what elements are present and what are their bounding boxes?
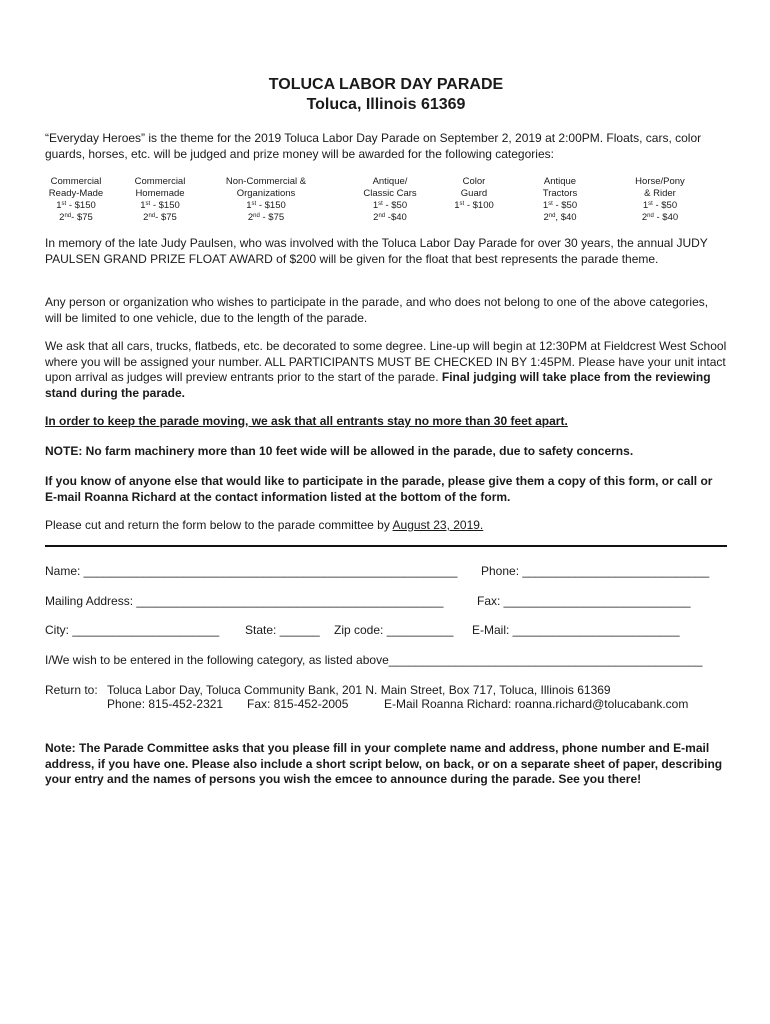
return-email: E-Mail Roanna Richard: roanna.richard@tolucabank.com (384, 697, 689, 711)
return-fax: Fax: 815-452-2005 (247, 697, 349, 711)
page-title: TOLUCA LABOR DAY PARADE (268, 76, 504, 93)
return-address: Toluca Labor Day, Toluca Community Bank, 201 N. Main Street, Box 717, Toluca, Illinois 61369 (107, 683, 611, 697)
category-label: Antique (543, 176, 577, 187)
second-prize: 2nd - $40 (641, 212, 679, 223)
email-field[interactable]: E-Mail: _________________________ (472, 623, 680, 637)
first-prize: 1st - $150 (56, 200, 96, 211)
state-field[interactable]: State: ______ (245, 623, 320, 637)
first-prize: 1st - $50 (542, 200, 578, 211)
prize-categories (45, 176, 727, 226)
category-non-commercial (220, 176, 312, 224)
memory-paragraph: In memory of the late Judy Paulsen, who was involved with the Toluca Labor Day Parade for over 30 years, the annual JUDY PAULSEN GRAND PRIZE FLOAT AWARD of $200 will be given for the float that best represents the parade theme. (45, 236, 708, 266)
category-commercial-homemade (128, 176, 192, 224)
phone-field[interactable]: Phone: ____________________________ (481, 564, 710, 578)
second-prize: 2nd- $75 (59, 212, 93, 223)
zip-code-field[interactable]: Zip code: __________ (334, 623, 454, 637)
second-prize: 2nd- $75 (143, 212, 177, 223)
category-label: Organizations (236, 188, 296, 199)
category-antique-classic-cars (355, 176, 425, 224)
referral-paragraph: If you know of anyone else that would like to participate in the parade, please give them a copy of this form, or call or E-mail Roanna Richard at the contact information listed at the bottom of the form. (45, 474, 713, 504)
spacing-notice: In order to keep the parade moving, we ask that all entrants stay no more than 30 feet apart. (45, 414, 568, 428)
category-label: Homemade (135, 188, 185, 199)
page-subtitle: Toluca, Illinois 61369 (306, 96, 466, 113)
farm-machinery-note: NOTE: No farm machinery more than 10 feet wide will be allowed in the parade, due to safety concerns. (45, 444, 634, 458)
category-label: & Rider (644, 188, 676, 199)
category-label: Antique/ (372, 176, 408, 187)
second-prize: 2nd - $75 (247, 212, 285, 223)
return-label: Return to: (45, 683, 98, 697)
first-prize: 1st - $100 (454, 200, 494, 211)
cut-return-line (45, 518, 727, 534)
category-label: Classic Cars (363, 188, 417, 199)
category-label: Ready-Made (48, 188, 104, 199)
final-judging-text: Final judging will take place from the reviewing stand during the parade. (45, 370, 711, 400)
cut-line-divider (45, 545, 727, 547)
city-field[interactable]: City: ______________________ (45, 623, 220, 637)
mailing-address-field[interactable]: Mailing Address: ______________________________________________ (45, 594, 444, 608)
category-entry-field[interactable]: I/We wish to be entered in the following category, as listed above_______________________________________________ (45, 653, 703, 667)
intro-paragraph: “Everyday Heroes” is the theme for the 2019 Toluca Labor Day Parade on September 2, 2019 at 2:00PM. Floats, cars, color guards, horses, etc. will be judged and prize money will be awarded for the following categories: (45, 131, 702, 161)
final-note: Note: The Parade Committee asks that you please fill in your complete name and address, phone number and E-mail address, if you have one. Please also include a short script below, on back, or on a separate sheet of paper, describing your entry and the names of persons you wish the emcee to announce during the parade. See you there! (45, 741, 723, 786)
category-label: Non-Commercial & (225, 176, 307, 187)
cut-return-text: Please cut and return the form below to the parade committee by (45, 518, 393, 532)
decoration-paragraph (45, 339, 727, 401)
fax-field[interactable]: Fax: ____________________________ (477, 594, 691, 608)
first-prize: 1st - $150 (246, 200, 286, 211)
participation-paragraph: Any person or organization who wishes to participate in the parade, and who does not belong to one of the above categories, will be limited to one vehicle, due to the length of the parade. (45, 295, 709, 325)
category-label: Commercial (50, 176, 102, 187)
second-prize: 2nd, $40 (543, 212, 577, 223)
name-field[interactable]: Name: ________________________________________________________ (45, 564, 458, 578)
first-prize: 1st - $50 (372, 200, 408, 211)
first-prize: 1st - $50 (642, 200, 678, 211)
category-antique-tractors (527, 176, 593, 224)
category-commercial-ready-made (45, 176, 107, 224)
category-label: Guard (460, 188, 488, 199)
deadline-date: August 23, 2019. (392, 518, 484, 532)
decoration-text: We ask that all cars, trucks, flatbeds, etc. be decorated to some degree. Line-up will begin at 12:30PM at Fieldcrest West School where you will be assigned your number. ALL PARTICIPANTS MUST BE CHECKED IN BY 1:45PM. Please have your unit intact upon arrival as judges will preview entrants prior to the start of the parade. (45, 339, 727, 384)
first-prize: 1st - $150 (140, 200, 180, 211)
category-label: Tractors (542, 188, 578, 199)
second-prize: 2nd -$40 (373, 212, 407, 223)
category-label: Color (462, 176, 486, 187)
category-color-guard (445, 176, 503, 212)
category-label: Horse/Pony (635, 176, 685, 187)
category-horse-pony-rider (625, 176, 695, 224)
category-label: Commercial (134, 176, 186, 187)
return-phone: Phone: 815-452-2321 (107, 697, 224, 711)
